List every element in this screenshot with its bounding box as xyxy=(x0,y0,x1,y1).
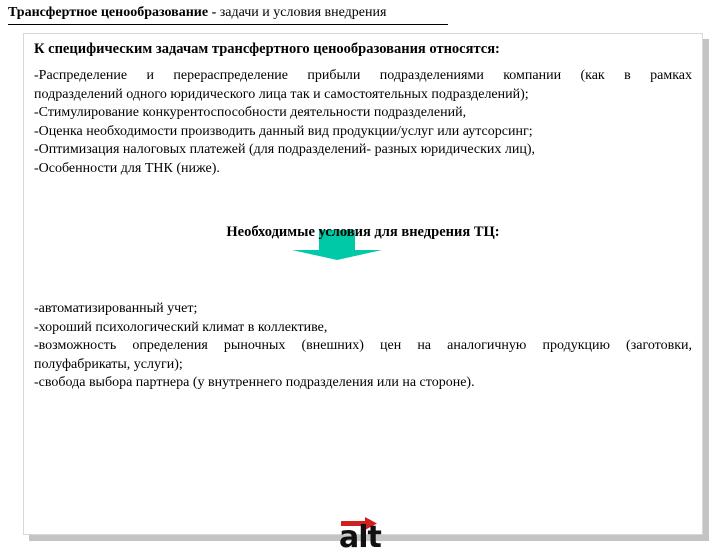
tasks-heading: К специфическим задачам трансфертного ценообразования относятся: xyxy=(34,41,500,57)
conditions-heading: Необходимые условия для внедрения ТЦ: xyxy=(226,224,500,240)
logo-text: alt xyxy=(339,520,381,555)
conditions-heading-block xyxy=(24,224,702,264)
conditions-line: полуфабрикаты, услуги); xyxy=(34,356,183,372)
conditions-line: -свобода выбора партнера (у внутреннего подразделения или на стороне). xyxy=(34,375,475,391)
tasks-line: -Стимулирование конкурентоспособности деятельности подразделений, xyxy=(34,105,467,121)
tasks-list xyxy=(34,67,692,179)
slide-title-bold: Трансфертное ценообразование - xyxy=(8,5,220,20)
conditions-line: -автоматизированный учет; xyxy=(34,301,198,316)
alt-logo xyxy=(339,517,379,553)
tasks-line: подразделений одного юридического лица так и самостоятельных подразделений); xyxy=(34,86,529,102)
tasks-line: -Оценка необходимости производить данный вид продукции/услуг или аутсорсинг; xyxy=(34,123,533,139)
content-box xyxy=(23,33,703,535)
conditions-line: -возможность определения рыночных (внешних) цен на аналогичную продукцию (заготовки, xyxy=(34,338,692,354)
conditions-line: -хороший психологический климат в коллективе, xyxy=(34,319,328,335)
slide-title-rest: задачи и условия внедрения xyxy=(219,5,387,20)
tasks-line: -Распределение и перераспределение прибыли подразделениями компании (как в рамках xyxy=(34,68,692,83)
slide-title xyxy=(8,4,448,25)
tasks-line: -Особенности для ТНК (ниже). xyxy=(34,160,220,176)
tasks-line: -Оптимизация налоговых платежей (для подразделений- разных юридических лиц), xyxy=(34,142,536,158)
conditions-list xyxy=(34,300,692,393)
